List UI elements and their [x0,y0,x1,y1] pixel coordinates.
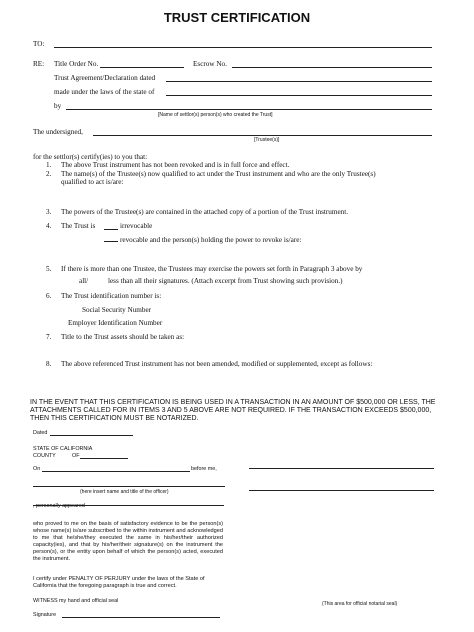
item-6-text: The Trust identification number is: [61,292,162,300]
item-4-text: The Trust is [61,222,96,230]
on-label: On [33,466,41,472]
officer-caption: (here insert name and title of the officer) [80,489,169,495]
item-5-text: If there is more than one Trustee, the Trustees may exercise the powers set forth in Paragraph 3 above by [61,265,363,273]
revocable-checkbox[interactable] [104,241,118,242]
item-2-number: 2. [46,170,52,178]
officer-field[interactable] [33,486,225,487]
item-4-number: 4. [46,222,52,230]
irrevocable-label: irrevocable [120,222,153,230]
agreement-date-field[interactable] [166,81,432,82]
notice-line-3: THEN THIS CERTIFICATION MUST BE NOTARIZED. [30,415,199,422]
settlor-caption: [Name of settlor(s) person(s) who created the Trust] [158,112,273,118]
notice-line-2: ATTACHMENTS CALLED FOR IN ITEMS 3 AND 5 ABOVE ARE NOT REQUIRED. IF THE TRANSACTION EXCEEDS $500,000, [30,407,432,414]
page-title: TRUST CERTIFICATION [163,10,311,25]
to-label: TO: [33,40,45,48]
county-field[interactable] [80,458,128,459]
signature-field[interactable] [62,617,220,618]
on-date-field[interactable] [42,471,190,472]
item-6-number: 6. [46,292,52,300]
less-label: less than all their signatures. (Attach excerpt from Trust showing such provision.) [108,277,343,285]
item-8-text: The above referenced Trust instrument has not been amended, modified or supplemented, except as follows: [61,360,373,368]
county-label: COUNTY [33,453,56,459]
irrevocable-checkbox[interactable] [104,229,118,230]
dated-field[interactable] [50,435,133,436]
settlor-field[interactable] [66,109,432,110]
item-1-text: The above Trust instrument has not been revoked and is in full force and effect. [61,161,290,169]
witness-label: WITNESS my hand and official seal [33,598,119,604]
escrow-label: Escrow No. [193,60,227,68]
item-3-number: 3. [46,208,52,216]
county-of-label: OF [72,453,80,459]
ssn-label: Social Security Number [82,306,152,314]
state-label: STATE OF CALIFORNIA [33,446,93,452]
right-signature-line-2[interactable] [249,490,434,491]
made-under-label: made under the laws of the state of [54,88,155,96]
item-2-text-cont: qualified to act is/are: [61,178,124,186]
agreement-label: Trust Agreement/Declaration dated [54,74,156,82]
to-field[interactable] [54,47,432,48]
state-field[interactable] [166,95,432,96]
ein-label: Employer Identification Number [68,319,163,327]
item-7-number: 7. [46,333,52,341]
right-signature-line-1[interactable] [249,468,434,469]
personally-appeared-label: , personally appeared [33,503,85,509]
for-settlor-text: for the settlor(s) certify(ies) to you that: [33,153,148,161]
item-3-text: The powers of the Trustee(s) are contained in the attached copy of a portion of the Trust instrument. [61,208,349,216]
re-label: RE: [33,60,45,68]
by-label: by [54,102,62,110]
revocable-label: revocable and the person(s) holding the power to revoke is/are: [120,236,302,244]
title-order-field[interactable] [100,67,184,68]
undersigned-label: The undersigned, [33,128,83,136]
item-7-text: Title to the Trust assets should be taken as: [61,333,185,341]
seal-caption: (This area for official notarial seal) [322,601,398,607]
signature-label: Signature [33,612,57,618]
item-8-number: 8. [46,360,52,368]
dated-label: Dated [33,430,48,436]
item-1-number: 1. [46,161,52,169]
before-me-label: before me, [191,466,217,472]
item-5-number: 5. [46,265,52,273]
all-label: all/ [79,277,89,285]
proof-paragraph: who proved to me on the basis of satisfactory evidence to be the person(s) whose name(s) is/are subscribed to the within instrument and acknowledged to me that he/she/they executed the same in his/her/their authorized capacity(ies), and that by his/her/their signature(s) on the instrument the person(s), or the entity upon behalf of which the person(s) acted, executed the instrument. [33,521,223,563]
notice-line-1: IN THE EVENT THAT THIS CERTIFICATION IS BEING USED IN A TRANSACTION IN AN AMOUNT OF $500,000 OR LESS, THE [30,399,436,406]
title-order-label: Title Order No. [54,60,99,68]
item-2-text: The name(s) of the Trustee(s) now qualified to act under the Trust instrument and who are the only Trustee(s) [61,170,376,178]
trustees-field[interactable] [93,135,432,136]
trustees-caption: [Trustee(s)] [254,137,280,143]
escrow-field[interactable] [232,67,432,68]
perjury-paragraph: I certify under PENALTY OF PERJURY under the laws of the State of California that the foregoing paragraph is true and correct. [33,576,205,590]
